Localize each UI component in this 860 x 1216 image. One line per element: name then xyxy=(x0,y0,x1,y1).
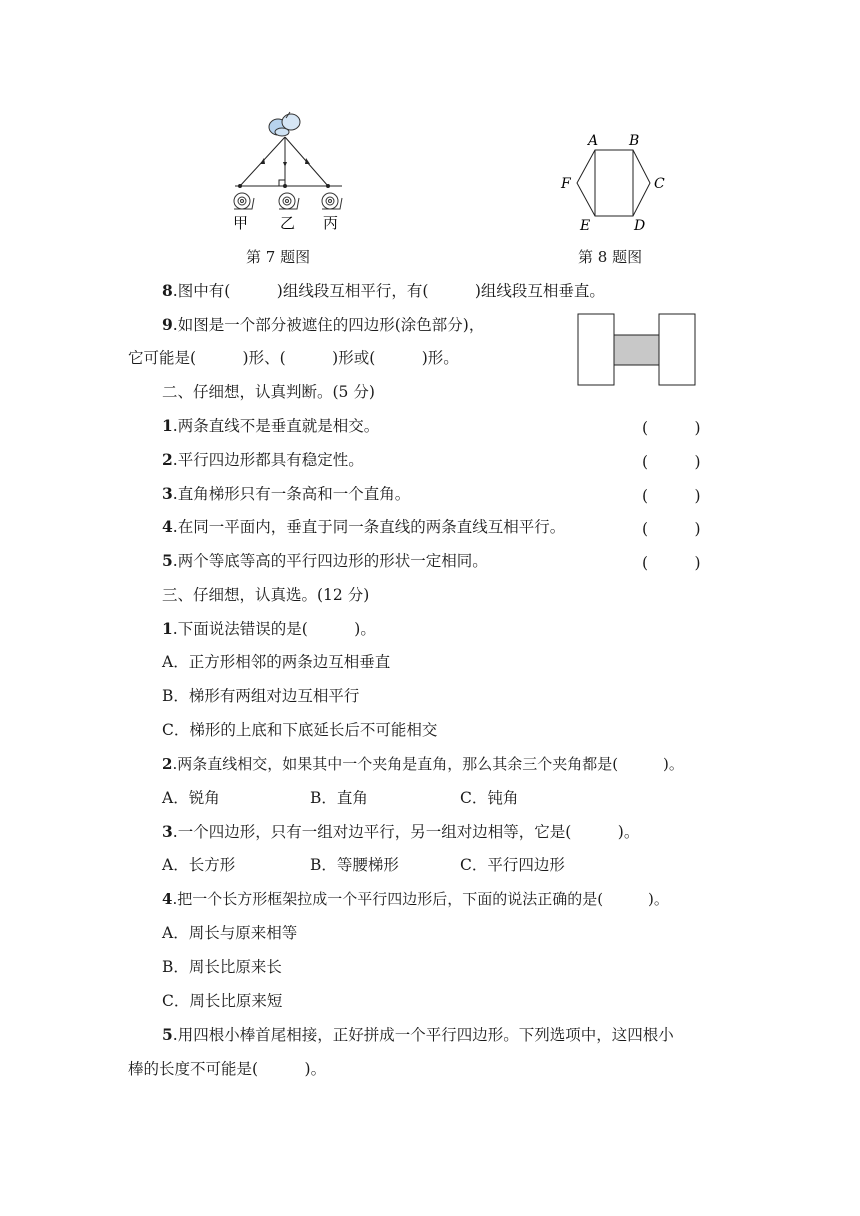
vertex-label-f: F xyxy=(561,176,571,192)
option-b[interactable]: B．梯形有两组对边互相平行 xyxy=(162,687,360,705)
answer-blank[interactable]: ( ) xyxy=(642,554,701,572)
vertex-label-d: D xyxy=(634,218,646,232)
snail-icon xyxy=(234,193,254,209)
option-c[interactable]: C．梯形的上底和下底延长后不可能相交 xyxy=(162,721,438,739)
question-8 xyxy=(162,281,605,301)
item-text: .在同一平面内，垂直于同一条直线的两条直线互相平行。 xyxy=(172,518,566,536)
question-text: .如图是一个部分被遮住的四边形(涂色部分)， xyxy=(172,316,485,334)
choice-question-4 xyxy=(162,889,669,909)
answer-blank[interactable]: ( ) xyxy=(642,520,701,538)
question-number: 4 xyxy=(162,890,173,908)
section-2-title: 二、仔细想，认真判断。(5 分) xyxy=(162,383,375,401)
item-number: 5 xyxy=(162,551,173,570)
judge-item-1 xyxy=(162,416,379,436)
option-c[interactable]: C．平行四边形 xyxy=(460,856,565,874)
question-number: 3 xyxy=(162,822,173,841)
option-b[interactable]: B．直角 xyxy=(310,789,368,807)
option-a[interactable]: A．长方形 xyxy=(162,856,236,874)
figure-7-label-jia: 甲 xyxy=(233,214,249,232)
choice-question-5-line1 xyxy=(162,1025,674,1045)
vertex-label-e: E xyxy=(580,218,591,232)
choice-question-3 xyxy=(162,822,639,842)
question-text: .下面说法错误的是( )。 xyxy=(172,620,376,638)
snail-icon xyxy=(279,193,299,209)
judge-item-5 xyxy=(162,551,488,571)
question-number: 8 xyxy=(162,281,173,300)
item-text: .两个等底等高的平行四边形的形状一定相同。 xyxy=(172,552,488,570)
question-text: .图中有( )组线段互相平行，有( )组线段互相垂直。 xyxy=(172,282,605,300)
answer-blank[interactable]: ( ) xyxy=(642,419,701,437)
butterfly-icon xyxy=(269,112,300,136)
question-number: 5 xyxy=(162,1025,173,1044)
figure-7-label-yi: 乙 xyxy=(280,214,296,232)
item-text: .两条直线不是垂直就是相交。 xyxy=(172,417,380,435)
option-b[interactable]: B．等腰梯形 xyxy=(310,856,399,874)
figure-7-label-bing: 丙 xyxy=(323,214,339,232)
snail-icon xyxy=(322,193,342,209)
answer-blank[interactable]: ( ) xyxy=(642,487,701,505)
question-number: 2 xyxy=(162,755,173,773)
item-text: .直角梯形只有一条高和一个直角。 xyxy=(172,485,411,503)
item-number: 2 xyxy=(162,450,173,469)
question-9-line2: 它可能是( )形、( )形或( )形。 xyxy=(128,349,459,367)
option-a[interactable]: A．周长与原来相等 xyxy=(162,924,298,942)
judge-item-2 xyxy=(162,450,364,470)
option-c[interactable]: C．钝角 xyxy=(460,789,519,807)
question-text: .用四根小棒首尾相接，正好拼成一个平行四边形。下列选项中，这四根小 xyxy=(172,1026,674,1044)
figure-7-caption: 第 7 题图 xyxy=(246,248,311,266)
question-text: .一个四边形，只有一组对边平行，另一组对边相等，它是( )。 xyxy=(172,823,640,841)
figure-8-caption: 第 8 题图 xyxy=(578,248,643,266)
figure-7-diagram xyxy=(220,108,350,233)
item-text: .平行四边形都具有稳定性。 xyxy=(172,451,364,469)
answer-blank[interactable]: ( ) xyxy=(642,453,701,471)
vertex-label-b: B xyxy=(629,133,640,149)
vertex-label-c: C xyxy=(654,176,665,192)
judge-item-4 xyxy=(162,517,565,537)
judge-item-3 xyxy=(162,484,410,504)
item-number: 3 xyxy=(162,484,173,503)
option-a[interactable]: A．锐角 xyxy=(162,789,220,807)
option-b[interactable]: B．周长比原来长 xyxy=(162,958,282,976)
question-text: .两条直线相交，如果其中一个夹角是直角，那么其余三个夹角都是( )。 xyxy=(172,755,684,773)
figure-9-covered-quadrilateral xyxy=(577,313,697,387)
item-number: 1 xyxy=(162,416,173,435)
figure-8-hexagon xyxy=(555,130,675,232)
section-3-title: 三、仔细想，认真选。(12 分) xyxy=(162,586,370,604)
question-9-line1 xyxy=(162,315,484,335)
vertex-label-a: A xyxy=(588,133,599,149)
choice-question-2 xyxy=(162,754,684,774)
option-a[interactable]: A．正方形相邻的两条边互相垂直 xyxy=(162,653,391,671)
question-number: 9 xyxy=(162,315,173,334)
question-number: 1 xyxy=(162,619,173,638)
choice-question-5-line2: 棒的长度不可能是( )。 xyxy=(128,1060,327,1078)
option-c[interactable]: C．周长比原来短 xyxy=(162,992,283,1010)
question-text: .把一个长方形框架拉成一个平行四边形后，下面的说法正确的是( )。 xyxy=(172,890,669,908)
choice-question-1 xyxy=(162,619,376,639)
item-number: 4 xyxy=(162,517,173,536)
